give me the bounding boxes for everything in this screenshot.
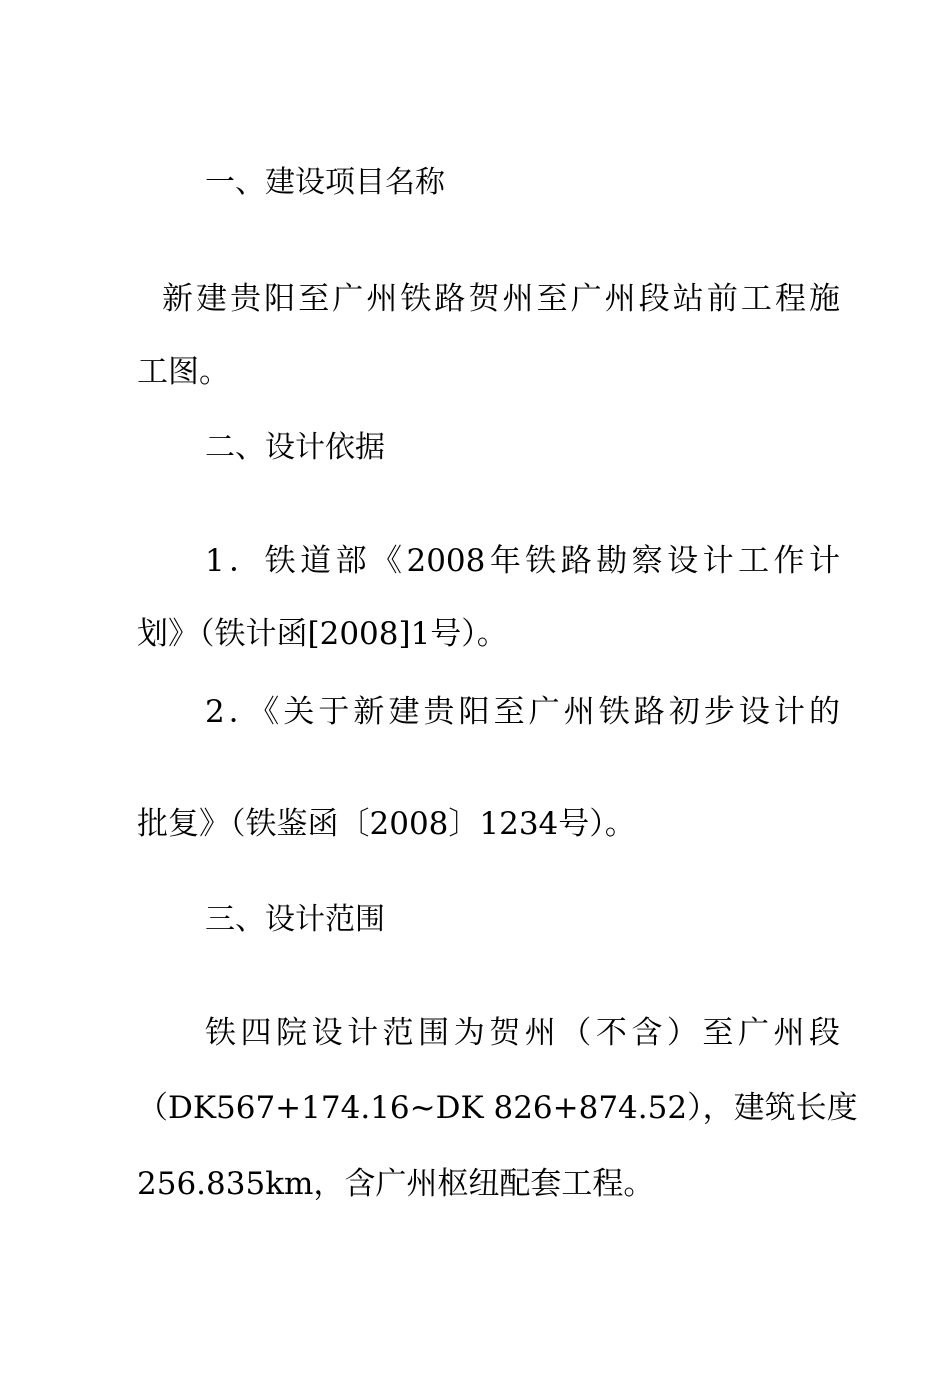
section-heading-design-basis: 二、设计依据	[205, 430, 385, 465]
section-heading-design-scope: 三、设计范围	[205, 902, 385, 937]
scope-line-2: （DK567+174.16~DK 826+874.52），建筑长度	[137, 1090, 858, 1126]
basis-item-1-line-1: 1．铁道部《2008年铁路勘察设计工作计	[205, 543, 840, 579]
project-name-line-2: 工图。	[137, 354, 230, 390]
basis-item-2-line-2: 批复》（铁鉴函〔2008〕1234号）。	[137, 806, 636, 842]
section-heading-project-name: 一、建设项目名称	[205, 165, 445, 200]
project-name-line-1: 新建贵阳至广州铁路贺州至广州段站前工程施	[162, 281, 840, 317]
scope-line-1: 铁四院设计范围为贺州（不含）至广州段	[205, 1015, 840, 1051]
basis-item-2-line-1: 2．《关于新建贵阳至广州铁路初步设计的	[205, 694, 840, 730]
scope-line-3: 256.835km，含广州枢纽配套工程。	[137, 1166, 655, 1202]
basis-item-1-line-2: 划》（铁计函[2008]1号）。	[137, 616, 508, 652]
